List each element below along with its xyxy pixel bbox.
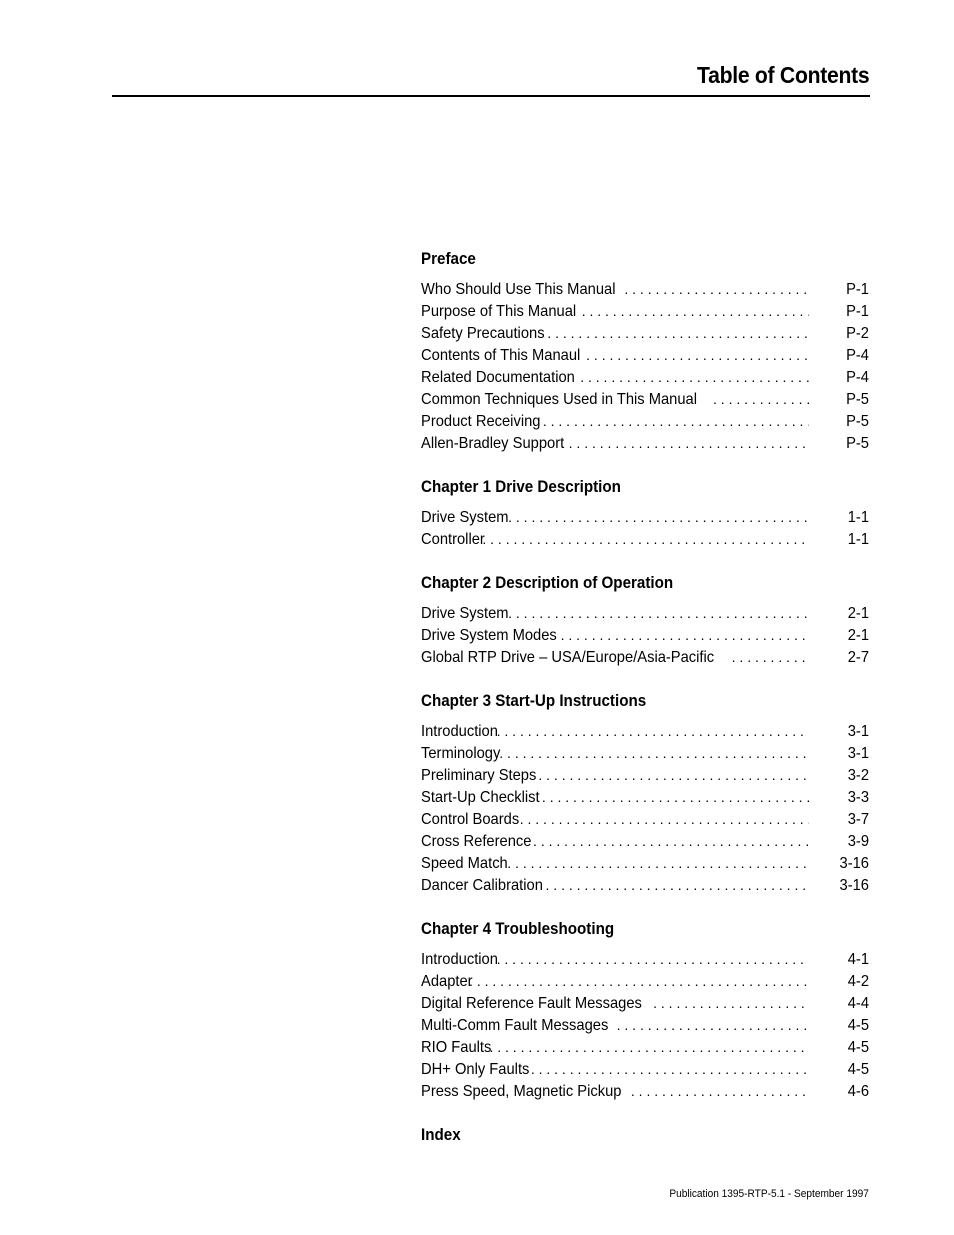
dot-leader (497, 948, 809, 970)
entry-page-number: 2-7 (847, 649, 869, 666)
toc-entry[interactable] (421, 1014, 869, 1036)
entry-page-number: 3-3 (847, 789, 869, 806)
entry-title: Global RTP Drive – USA/Europe/Asia-Pacific (421, 649, 715, 666)
entry-title: Common Techniques Used in This Manual (421, 391, 698, 408)
dot-leader (469, 970, 809, 992)
page-title: Table of Contents (696, 62, 869, 88)
entry-page-number: 4-6 (847, 1083, 869, 1100)
entry-title: Digital Reference Fault Messages (421, 995, 642, 1012)
section-heading: Chapter 1 Drive Description (421, 478, 621, 496)
entry-title: Contents of This Manaul (421, 347, 581, 364)
entry-title: Start-Up Checklist (421, 789, 540, 806)
entry-title: Introduction (421, 951, 498, 968)
entry-page-number: 2-1 (847, 605, 869, 622)
entry-page-number: 4-4 (847, 995, 869, 1012)
dot-leader (569, 432, 809, 454)
entry-title: Controller (421, 531, 485, 548)
entry-title: Dancer Calibration (421, 877, 543, 894)
toc-entry[interactable] (421, 808, 869, 830)
entry-page-number: 3-1 (847, 745, 869, 762)
entry-title: Drive System Modes (421, 627, 557, 644)
entry-page-number: P-5 (846, 413, 869, 430)
entry-page-number: P-5 (846, 435, 869, 452)
dot-leader (542, 786, 809, 808)
toc-entry[interactable] (421, 1080, 869, 1102)
toc-entry[interactable] (421, 528, 869, 550)
entry-page-number: P-2 (846, 325, 869, 342)
entry-title: Product Receiving (421, 413, 541, 430)
toc-section (421, 690, 869, 896)
entry-page-number: 4-5 (847, 1061, 869, 1078)
toc-entry[interactable] (421, 646, 869, 668)
toc-section (421, 248, 869, 454)
entry-title: DH+ Only Faults (421, 1061, 530, 1078)
entry-title: Speed Match (421, 855, 508, 872)
toc-entry[interactable] (421, 1036, 869, 1058)
section-heading: Chapter 2 Description of Operation (421, 574, 674, 592)
toc-section (421, 918, 869, 1102)
toc-entry[interactable] (421, 786, 869, 808)
entry-title: Who Should Use This Manual (421, 281, 616, 298)
title-divider (112, 95, 870, 97)
dot-leader (631, 1080, 809, 1102)
dot-leader (713, 388, 809, 410)
dot-leader (497, 720, 809, 742)
toc-section (421, 1124, 869, 1146)
toc-entry[interactable] (421, 506, 869, 528)
entry-page-number: P-4 (846, 347, 869, 364)
toc-entry[interactable] (421, 410, 869, 432)
section-heading: Index (421, 1126, 461, 1144)
dot-leader (543, 410, 809, 432)
entry-title: RIO Faults (421, 1039, 492, 1056)
entry-title: Purpose of This Manual (421, 303, 577, 320)
dot-leader (547, 322, 809, 344)
toc-entry[interactable] (421, 278, 869, 300)
dot-leader (489, 1036, 809, 1058)
entry-title: Allen-Bradley Support (421, 435, 565, 452)
dot-leader (546, 874, 809, 896)
toc-entry[interactable] (421, 720, 869, 742)
dot-leader (538, 764, 809, 786)
dot-leader (582, 300, 809, 322)
dot-leader (561, 624, 809, 646)
entry-title: Introduction (421, 723, 498, 740)
section-heading: Chapter 3 Start-Up Instructions (421, 692, 647, 710)
entry-page-number: P-1 (846, 281, 869, 298)
entry-title: Related Documentation (421, 369, 575, 386)
entry-page-number: 3-1 (847, 723, 869, 740)
entry-page-number: 1-1 (847, 509, 869, 526)
dot-leader (586, 344, 809, 366)
toc-entry[interactable] (421, 602, 869, 624)
dot-leader (508, 506, 809, 528)
dot-leader (533, 830, 809, 852)
toc-entry[interactable] (421, 970, 869, 992)
toc-entry[interactable] (421, 852, 869, 874)
toc-section (421, 572, 869, 668)
toc-entry[interactable] (421, 874, 869, 896)
entry-page-number: P-1 (846, 303, 869, 320)
entry-title: Preliminary Steps (421, 767, 537, 784)
entry-page-number: 4-2 (847, 973, 869, 990)
toc-entry[interactable] (421, 322, 869, 344)
toc-entry[interactable] (421, 624, 869, 646)
entry-page-number: 4-5 (847, 1039, 869, 1056)
entry-title: Control Boards (421, 811, 520, 828)
dot-leader (617, 1014, 809, 1036)
entry-title: Drive System (421, 509, 509, 526)
toc-entry[interactable] (421, 432, 869, 454)
entry-page-number: 2-1 (847, 627, 869, 644)
toc-entry[interactable] (421, 764, 869, 786)
entry-title: Drive System (421, 605, 509, 622)
entry-title: Terminology (421, 745, 501, 762)
toc-entry[interactable] (421, 344, 869, 366)
entry-title: Press Speed, Magnetic Pickup (421, 1083, 622, 1100)
dot-leader (653, 992, 809, 1014)
entry-title: Adapter (421, 973, 473, 990)
entry-page-number: 3-9 (847, 833, 869, 850)
toc-entry[interactable] (421, 948, 869, 970)
toc-entry[interactable] (421, 300, 869, 322)
dot-leader (732, 646, 809, 668)
entry-page-number: 4-1 (847, 951, 869, 968)
dot-leader (580, 366, 809, 388)
entry-page-number: 3-16 (839, 877, 869, 894)
publication-footer: Publication 1395-RTP-5.1 - September 1997 (669, 1188, 869, 1200)
toc-entry[interactable] (421, 742, 869, 764)
toc-entry[interactable] (421, 830, 869, 852)
table-of-contents (421, 248, 869, 1168)
dot-leader (520, 808, 809, 830)
entry-page-number: P-5 (846, 391, 869, 408)
section-heading: Chapter 4 Troubleshooting (421, 920, 615, 938)
dot-leader (482, 528, 809, 550)
entry-page-number: 3-16 (839, 855, 869, 872)
dot-leader (499, 742, 809, 764)
dot-leader (507, 852, 809, 874)
toc-section (421, 476, 869, 550)
entry-page-number: 4-5 (847, 1017, 869, 1034)
toc-entry[interactable] (421, 388, 869, 410)
dot-leader (624, 278, 809, 300)
toc-entry[interactable] (421, 1058, 869, 1080)
entry-title: Multi-Comm Fault Messages (421, 1017, 609, 1034)
entry-title: Cross Reference (421, 833, 532, 850)
dot-leader (531, 1058, 809, 1080)
entry-page-number: 3-2 (847, 767, 869, 784)
toc-entry[interactable] (421, 366, 869, 388)
entry-page-number: P-4 (846, 369, 869, 386)
entry-page-number: 1-1 (847, 531, 869, 548)
entry-page-number: 3-7 (847, 811, 869, 828)
dot-leader (508, 602, 809, 624)
entry-title: Safety Precautions (421, 325, 545, 342)
toc-entry[interactable] (421, 992, 869, 1014)
section-heading: Preface (421, 250, 476, 268)
